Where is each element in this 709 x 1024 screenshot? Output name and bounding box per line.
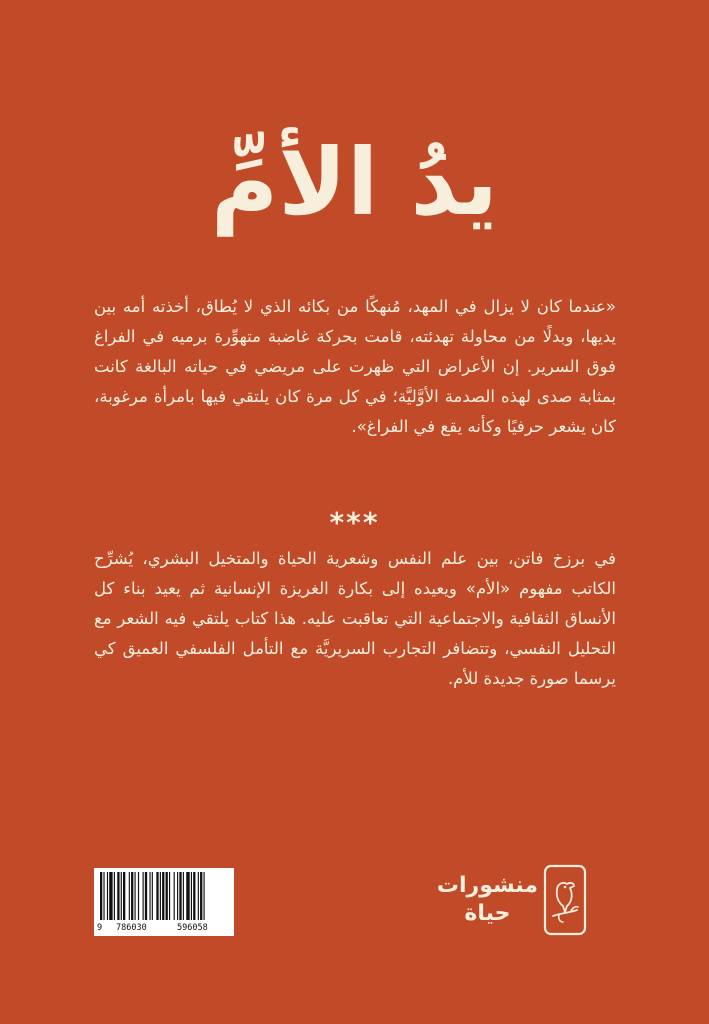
section-separator: *** — [329, 506, 380, 539]
publisher-name-line-2: حياة — [464, 901, 511, 926]
barcode-bars — [94, 868, 234, 924]
description-paragraph: في برزخ فاتن، بين علم النفس وشعرية الحياة والمتخيل البشري، يُشرِّح الكاتب مفهوم «الأم» ويعيده إلى بكارة الغريزة الإنسانية ثم يعيد بناء كل الأنساق الثقافية والاجتماعية التي تعاقبت عليه. هذا كتاب يلتقي فيه الشعر مع التحليل النفسي، وتتضافر التجارب السريريَّة مع التأمل الفلسفي العميق كي يرسما صورة جديدة للأم. — [94, 549, 616, 688]
barcode-digit-group-2: 596058 — [177, 923, 208, 933]
publisher-name-line-1: منشورات — [436, 873, 538, 898]
book-title: يدُ الأمِّ — [210, 129, 499, 236]
publisher-mark — [436, 862, 616, 942]
publisher-name — [437, 872, 538, 928]
barcode-digit-prefix: 9 — [97, 923, 103, 933]
barcode-digits — [94, 922, 234, 934]
quote-paragraph: «عندما كان لا يزال في المهد، مُنهكًا من بكائه الذي لا يُطاق، أخذته أمه بين يديها، وبدلًا من محاولة تهدئته، قامت بحركة غاضبة متهوِّرة برميه في الفراغ فوق السرير. إن الأعراض التي ظهرت على مريضي في حياته البالغة كانت بمثابة صدى لهذه الصدمة الأوَّليَّة؛ في كل مرة كان يلتقي فيها بامرأة مرغوبة، كان يشعر حرفيًا وكأنه يقع في الفراغ». — [94, 297, 616, 436]
barcode-digit-group-1: 786030 — [116, 923, 147, 933]
isbn-barcode — [94, 868, 234, 936]
bird-on-branch-icon — [543, 864, 587, 936]
